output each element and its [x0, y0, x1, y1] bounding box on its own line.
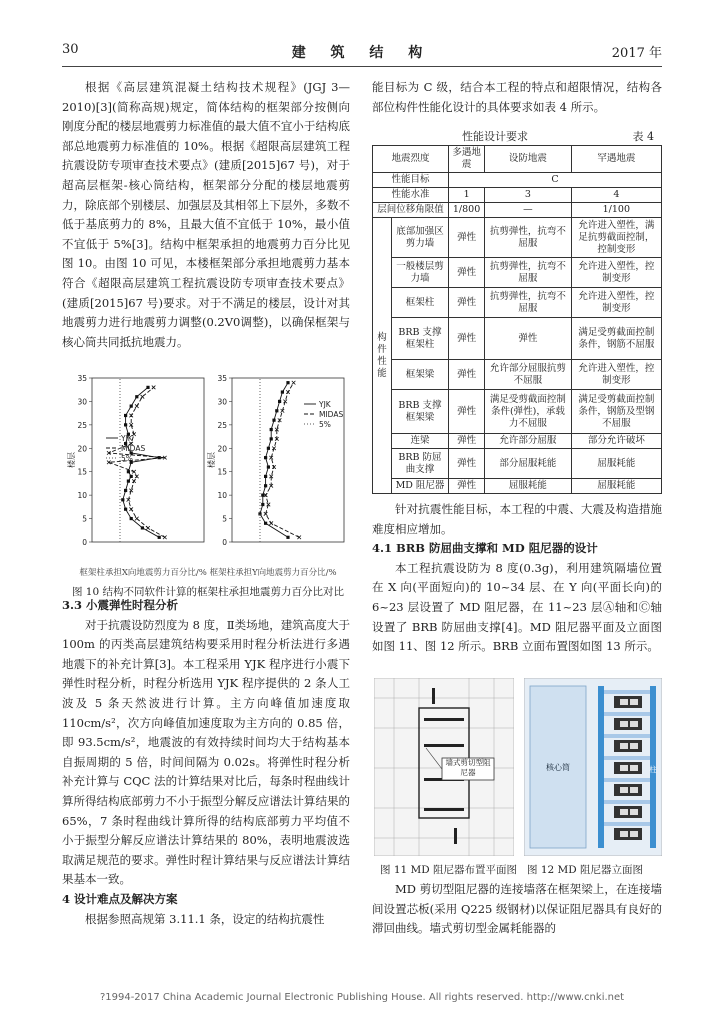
y-tick-label: 5 — [82, 514, 87, 524]
floor-beam — [604, 734, 650, 738]
table-cell: 一般楼层剪力墙 — [392, 258, 449, 288]
y-tick-label: 30 — [217, 397, 227, 407]
data-point — [141, 526, 144, 529]
figure-12-elevation — [524, 678, 662, 856]
core-label: 核心筒 — [546, 763, 570, 772]
table-4 — [372, 145, 662, 494]
data-point — [281, 390, 284, 393]
y-tick-label: 0 — [222, 538, 227, 547]
table-cell: 屈服耗能 — [571, 479, 661, 494]
y-tick-label: 35 — [77, 374, 87, 383]
damper-plate — [620, 831, 628, 837]
data-point — [135, 517, 139, 521]
table-row — [373, 188, 662, 203]
data-point — [135, 404, 139, 408]
data-point — [297, 536, 301, 540]
header-rule — [62, 66, 662, 67]
column-left — [598, 686, 604, 848]
data-point — [286, 536, 289, 539]
legend-label: 5% — [121, 454, 133, 463]
damper-plate — [620, 699, 628, 705]
table-4-number: 表 4 — [632, 130, 654, 143]
data-point — [264, 484, 267, 487]
data-point — [292, 381, 296, 385]
table-cell: 框架柱 — [392, 288, 449, 318]
series-line-yjk — [260, 383, 288, 538]
data-point — [146, 526, 150, 530]
figure-12-caption: 图 12 MD 阻尼器立面图 — [527, 864, 644, 876]
y-axis-label: 楼层 — [207, 452, 216, 468]
table-row — [373, 203, 662, 218]
table-row — [373, 173, 662, 188]
data-point — [272, 419, 275, 422]
data-point — [130, 405, 133, 408]
table-cell: 弹性 — [449, 390, 485, 434]
table-header-cell: 多遇地震 — [449, 146, 485, 173]
damper-plate — [630, 743, 638, 749]
damper-plate — [620, 787, 628, 793]
damper-plate — [630, 787, 638, 793]
damper-plate — [630, 765, 638, 771]
table-cell: 弹性 — [449, 449, 485, 479]
table-cell: BRB 支撑框架梁 — [392, 390, 449, 434]
page-header — [62, 42, 662, 62]
data-point — [146, 386, 149, 389]
table-cell: 部分允许破坏 — [571, 434, 661, 449]
damper-plate — [630, 831, 638, 837]
y-tick-label: 25 — [77, 420, 87, 430]
right-column-top — [372, 78, 662, 117]
right-column-bottom — [372, 880, 662, 939]
data-point — [264, 475, 267, 478]
damper-label-wrap — [443, 758, 493, 780]
table-4-caption — [372, 128, 662, 144]
damper-plate — [620, 809, 628, 815]
data-point — [275, 409, 278, 412]
figure-10-title: 图 10 结构不同软件计算的框架柱承担地震剪力百分比对比 — [71, 586, 345, 598]
y-tick-label: 25 — [217, 420, 227, 430]
table-header-cell: 设防地震 — [485, 146, 572, 173]
table-cell: 允许进入塑性，控制变形 — [571, 288, 661, 318]
figure-10-charts — [66, 372, 348, 556]
table-cell: 屈服耗能 — [571, 449, 661, 479]
data-point — [264, 522, 267, 525]
table-cell: 满足受剪截面控制条件(弹性)，承载力不屈服 — [485, 390, 572, 434]
y-tick-label: 15 — [77, 467, 87, 477]
table-cell: 弹性 — [449, 434, 485, 449]
figure-11-caption: 图 11 MD 阻尼器布置平面图 — [380, 864, 518, 876]
table-cell: 允许进入塑性，满足抗剪截面控制，控制变形 — [571, 218, 661, 258]
chart-axes-frame — [92, 378, 204, 542]
journal-title: 建 筑 结 构 — [291, 45, 433, 61]
table-cell: 抗剪弹性，抗弯不屈服 — [485, 218, 572, 258]
y-tick-label: 30 — [77, 397, 87, 407]
damper-plate — [620, 765, 628, 771]
column-label: 柱 — [649, 765, 657, 774]
table-row — [373, 390, 662, 434]
figure-10-subcaption: 框架柱承担X向地震剪力百分比/% 框架柱承担Y向地震剪力百分比/% — [79, 568, 337, 578]
y-tick-label: 10 — [217, 491, 227, 501]
section-3-3-heading: 3.3 小震弹性时程分析 — [62, 598, 179, 612]
table-cell: 抗剪弹性，抗弯不屈服 — [485, 258, 572, 288]
page-footer: ?1994-2017 China Academic Journal Electronic Publishing House. All rights reserved. http://www.cnki.net — [99, 992, 625, 1003]
group-label-cell: 构件性能 — [373, 218, 392, 494]
data-point — [158, 536, 161, 539]
table-4-title: 性能设计要求 — [462, 130, 528, 143]
left-column-bottom — [62, 596, 350, 929]
table-row — [373, 449, 662, 479]
body-paragraph: 根据《高层建筑混凝土结构技术规程》(JGJ 3—2010)[3](简称高规)规定，简体结构的框架部分按侧向刚度分配的楼层地震剪力标准值的最大值不宜小于结构底部总地震剪力标准值的 10%。根据《超限高层建筑工程抗震设防专项审查技术要点》(建质[2015]67 号)，对于超高层框架-核心筒结构，框架部分分配的楼层地震剪力，除底部个别楼层、加强层及其相邻上下层外，多数不低于基底剪力的 8%，且最大值不宜低于 10%，最小值不宜低于 5%[3]。结构中框架承担的地震剪力百分比见图 10。由图 10 可见，本楼框架部分承担地震剪力基本符合《超限高层建筑工程抗震设防专项审查技术要点》(建质[2015]67 号)要求。对于不满足的楼层，设计对其地震剪力进行地震剪力调整(0.2V0调整)，以确保框架与核心筒共同抵抗地震力。 — [62, 80, 350, 349]
floor-beam — [604, 756, 650, 760]
table-cell: 底部加强区剪力墙 — [392, 218, 449, 258]
table-cell: 弹性 — [449, 288, 485, 318]
data-point — [135, 395, 138, 398]
data-point — [261, 503, 264, 506]
data-point — [124, 423, 127, 426]
table-cell: 3 — [485, 188, 572, 203]
table-cell: MD 阻尼器 — [392, 479, 449, 494]
data-point — [135, 475, 139, 479]
table-cell: 弹性 — [485, 318, 572, 360]
data-point — [141, 395, 145, 399]
damper-plate — [630, 721, 638, 727]
y-tick-label: 20 — [217, 444, 227, 454]
data-point — [121, 498, 124, 501]
floor-beam — [604, 712, 650, 716]
table-cell: C — [449, 173, 662, 188]
table-cell: 弹性 — [449, 218, 485, 258]
legend-label: MIDAS — [121, 444, 146, 453]
table-cell: 允许部分屈服抗剪不屈服 — [485, 360, 572, 390]
section-3-3-text: 对于抗震设防烈度为 8 度，Ⅱ类场地，建筑高度大于 100m 的丙类高层建筑结构要采用时程分析法进行多遇地震下的补充计算[3]。本工程采用 YJK 程序进行小震下弹性时程分析，时程分析选用 YJK 程序提供的 2 条人工波及 5 条天然波进行计算。主方向峰值加速度取 110cm/s²，次方向峰值加速度取为主方向的 0.85 倍，即 93.5cm/s²，地震波的有效持续时间均大于结构基本自振周期的 5 倍，时间间隔为 0.02s。将弹性时程分析补充计算与 CQC 法的计算结果对比后，每条时程曲线计算所得结构底部剪力不小于振型分解反应谱法计算结果的 65%，7 条时程曲线计算所得的结构底部剪力平均值不小于振型分解反应谱法计算结果的 80%，表明地震波选取满足规范的要求。弹性时程计算结果与反应谱法计算结果基本一致。 — [62, 617, 350, 887]
data-point — [130, 517, 133, 520]
data-point — [269, 521, 273, 525]
y-tick-label: 35 — [217, 374, 227, 383]
table-cell: 允许进入塑性，控制变形 — [571, 258, 661, 288]
y-axis-label: 楼层 — [67, 452, 76, 468]
table-cell: 1 — [449, 188, 485, 203]
legend-label: MIDAS — [319, 410, 344, 419]
data-point — [264, 456, 267, 459]
y-tick-label: 0 — [82, 538, 87, 547]
floor-beam — [604, 822, 650, 826]
floor-beam — [604, 690, 650, 694]
damper-label: 墙式剪切型阻尼器 — [445, 758, 491, 777]
table-cell: 满足受剪截面控制条件，钢筋及型钢不屈服 — [571, 390, 661, 434]
data-point — [267, 465, 270, 468]
table-cell: 抗剪弹性，抗弯不屈服 — [485, 288, 572, 318]
data-point — [278, 400, 281, 403]
table-row — [373, 318, 662, 360]
damper-plate — [630, 699, 638, 705]
table-cell: 层间位移角限值 — [373, 203, 449, 218]
data-point — [258, 512, 261, 515]
data-point — [127, 470, 130, 473]
data-point — [286, 381, 289, 384]
data-point — [270, 437, 273, 440]
data-point — [152, 386, 156, 390]
table-cell: 框架梁 — [392, 360, 449, 390]
table-cell: 满足受剪截面控制条件，钢筋不屈服 — [571, 318, 661, 360]
table-cell: BRB 防屈曲支撑 — [392, 449, 449, 479]
series-line-midas — [109, 387, 165, 537]
section-4-heading: 4 设计难点及解决方案 — [62, 891, 178, 906]
data-point — [267, 447, 270, 450]
data-point — [127, 479, 130, 482]
table-cell: 弹性 — [449, 258, 485, 288]
figure-10-caption — [66, 566, 350, 599]
floor-beam — [604, 778, 650, 782]
legend-label: YJK — [121, 434, 133, 443]
table-row — [373, 479, 662, 494]
data-point — [124, 489, 127, 492]
data-point — [124, 414, 127, 417]
table-cell: 1/800 — [449, 203, 485, 218]
figure-11-plan — [374, 678, 514, 856]
table-cell: 连梁 — [392, 434, 449, 449]
data-point — [163, 536, 167, 540]
table-cell: 弹性 — [449, 360, 485, 390]
page-number: 30 — [62, 42, 79, 57]
y-tick-label: 10 — [77, 491, 87, 501]
table-row — [373, 434, 662, 449]
table-header-cell: 罕遇地震 — [571, 146, 661, 173]
legend-label: YJK — [319, 400, 331, 409]
table-cell: 允许进入塑性，控制变形 — [571, 360, 661, 390]
series-line-midas — [266, 383, 300, 538]
section-4-text: 根据参照高规第 3.11.1 条，设定的结构抗震性 — [85, 911, 325, 926]
table-row — [373, 288, 662, 318]
right-column-middle — [372, 500, 662, 657]
damper-plate — [620, 743, 628, 749]
body-paragraph: 能目标为 C 级，结合本工程的特点和超限情况，结构各部位构件性能化设计的具体要求如表 4 所示。 — [372, 80, 662, 114]
table-cell: 部分屈服耗能 — [485, 449, 572, 479]
y-tick-label: 5 — [222, 514, 227, 524]
table-cell: — — [485, 203, 572, 218]
table-cell: 性能目标 — [373, 173, 449, 188]
left-column-top — [62, 78, 350, 352]
table-cell: 4 — [571, 188, 661, 203]
body-paragraph: 针对抗震性能目标，本工程的中震、大震及构造措施难度相应增加。 — [372, 502, 662, 536]
table-cell: 弹性 — [449, 479, 485, 494]
section-4-1-heading: 4.1 BRB 防屈曲支撑和 MD 阻尼器的设计 — [372, 541, 598, 556]
data-point — [130, 475, 133, 478]
legend-label: 5% — [319, 420, 331, 429]
table-cell: 性能水准 — [373, 188, 449, 203]
damper-plate — [630, 809, 638, 815]
table-row — [373, 258, 662, 288]
data-point — [270, 428, 273, 431]
table-row — [373, 360, 662, 390]
section-4-1-text: 本工程抗震设防为 8 度(0.3g)，利用建筑隔墙位置在 X 向(平面短向)的 10~34 层、在 Y 向(平面长向)的 6~23 层设置了 MD 阻尼器，在 11~23 层Ⓐ轴和Ⓒ轴设置了 BRB 防屈曲支撑[4]。MD 阻尼器平面及立面图如图 11、图 12 所示。BRB 立面布置图如图 13 所示。 — [372, 560, 662, 654]
y-tick-label: 20 — [77, 444, 87, 454]
table-header-row — [373, 146, 662, 173]
table-cell: 1/100 — [571, 203, 661, 218]
body-paragraph: MD 剪切型阻尼器的连接墙落在框架梁上，在连接墙间设置芯板(采用 Q225 级钢材)以保证阻尼器具有良好的滞回曲线。墙式剪切型金属耗能器的 — [372, 882, 662, 936]
data-point — [132, 470, 136, 474]
issue-year: 2017 年 — [611, 46, 662, 61]
table-cell: 弹性 — [449, 318, 485, 360]
damper-plate — [620, 721, 628, 727]
table-header-cell: 地震烈度 — [373, 146, 449, 173]
floor-beam — [604, 800, 650, 804]
table-cell: 屈服耗能 — [485, 479, 572, 494]
y-tick-label: 15 — [217, 467, 227, 477]
table-cell: 允许部分屈服 — [485, 434, 572, 449]
table-row — [373, 218, 662, 258]
data-point — [124, 508, 127, 511]
table-cell: BRB 支撑框架柱 — [392, 318, 449, 360]
